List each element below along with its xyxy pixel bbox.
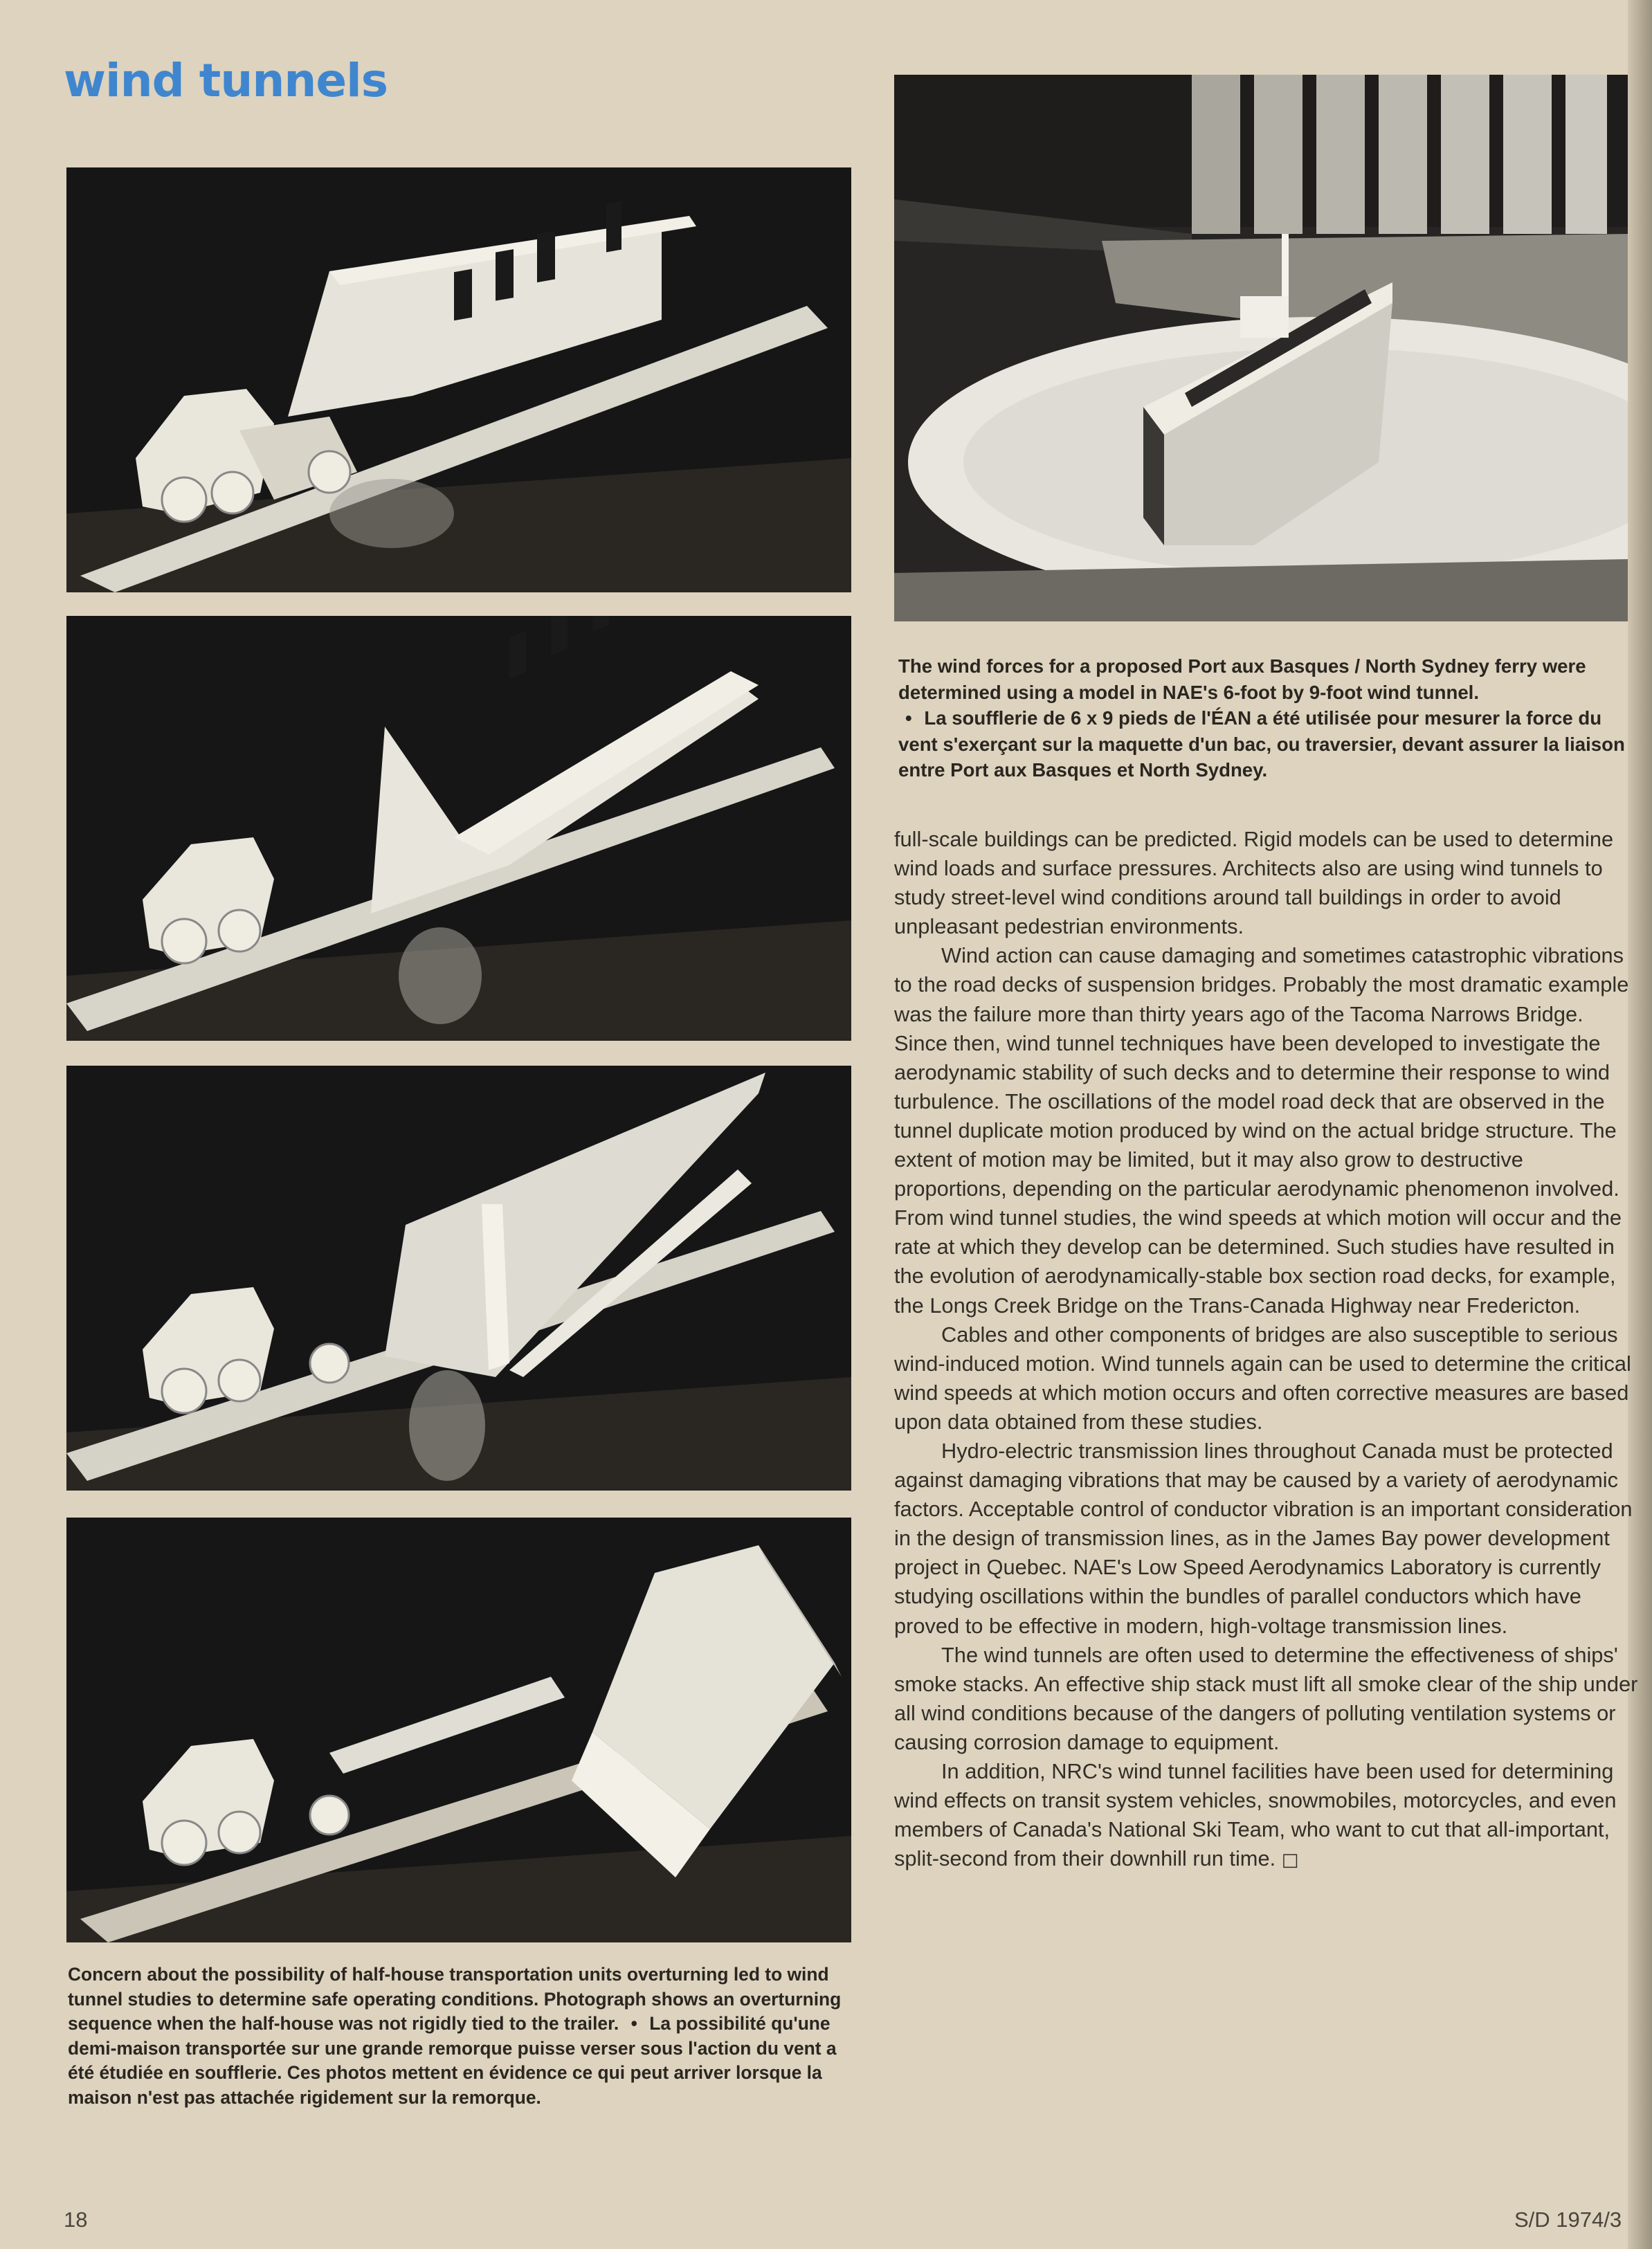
caption-half-house-french: La possibilité qu'une demi-maison transportée sur une grande remorque puisse verser sous l'action du vent a été étudiée en soufflerie. Ces photos mettent en évidence ce qui peut arriver lorsque la maison n'est pas attachée rigidement sur la remorque. [68,2013,837,2108]
caption-half-house [68,1963,850,2110]
caption-ferry [898,653,1646,783]
body-paragraph-2: Wind action can cause damaging and sometimes catastrophic vibrations to the road decks of suspension bridges. Probably the most dramatic example was the failure more than thirty years ago of the Tacoma Narrows Bridge. Since then, wind tunnel techniques have been developed to investigate the aerodynamic stability of such decks and to determine their response to wind turbulence. The oscillations of the model road deck that are observed in the tunnel duplicate motion produced by wind on the actual bridge structure. The extent of motion may be limited, but it may also grow to destructive proportions, depending on the particular aerodynamic phenomenon involved. From wind tunnel studies, the wind speeds at which motion will occur and the rate at which they develop can be determined. Such studies have resulted in the evolution of aerodynamically-stable box section road decks, for example, the Longs Creek Bridge on the Trans-Canada Highway near Fredericton. [894,943,1629,1318]
section-title: wind tunnels [64,54,388,107]
caption-half-house-bullet: • [630,2013,637,2034]
body-paragraph-3: Cables and other components of bridges are also susceptible to serious wind-induced motion. Wind tunnels again can be used to determine the critical wind speeds at which motion occurs and often corrective measures are based upon data obtained from these studies. [894,1322,1631,1434]
caption-ferry-french: La soufflerie de 6 x 9 pieds de l'ÉAN a été utilisée pour mesurer la force du vent s'exerçant sur la maquette d'un bac, ou traversier, devant assurer la liaison entre Port aux Basques et North Sydney. [898,707,1625,781]
photo-half-house-overturned [66,1518,851,1942]
page-number: 18 [64,2207,88,2232]
end-mark-icon: □ [1281,1850,1299,1871]
body-paragraph-1: full-scale buildings can be predicted. Rigid models can be used to determine wind loads and surface pressures. Architects also are using wind tunnels to study street-level wind conditions around tall buildings in order to avoid unpleasant pedestrian environments. [894,827,1614,939]
caption-ferry-bullet: • [905,707,912,729]
issue-label: S/D 1974/3 [1514,2207,1622,2232]
body-paragraph-6 [894,1757,1642,1875]
photo-half-house-lifting [66,616,851,1041]
photo-ferry-model-wind-tunnel [894,75,1628,621]
body-paragraph-6-text: In addition, NRC's wind tunnel facilities have been used for determining wind effects on transit system vehicles, snowmobiles, motorcycles, and even members of Canada's National Ski Team, who want to cut that all-important, split-second from their downhill run time. [894,1759,1617,1871]
body-paragraph-4: Hydro-electric transmission lines throughout Canada must be protected against damaging vibrations that may be caused by a variety of aerodynamic factors. Acceptable control of conductor vibration is an important consideration in the design of transmission lines, as in the James Bay power development project in Quebec. NAE's Low Speed Aerodynamics Laboratory is currently studying oscillations within the bundles of parallel conductors which have proved to be effective in modern, high-voltage transmission lines. [894,1438,1633,1638]
photo-half-house-upright [66,167,851,592]
body-paragraph-5: The wind tunnels are often used to determine the effectiveness of ships' smoke stacks. An effective ship stack must lift all smoke clear of the ship under all wind conditions because of the dangers of polluting ventilation systems or causing corrosion damage to equipment. [894,1642,1638,1754]
photo-half-house-tipping [66,1066,851,1491]
caption-half-house-english: Concern about the possibility of half-house transportation units overturning led to wind tunnel studies to determine safe operating conditions. Photograph shows an overturning sequence when the half-house was not rigidly tied to the trailer. [68,1964,842,2034]
article-body [894,825,1642,1875]
caption-ferry-english: The wind forces for a proposed Port aux Basques / North Sydney ferry were determined using a model in NAE's 6-foot by 9-foot wind tunnel. [898,655,1586,703]
